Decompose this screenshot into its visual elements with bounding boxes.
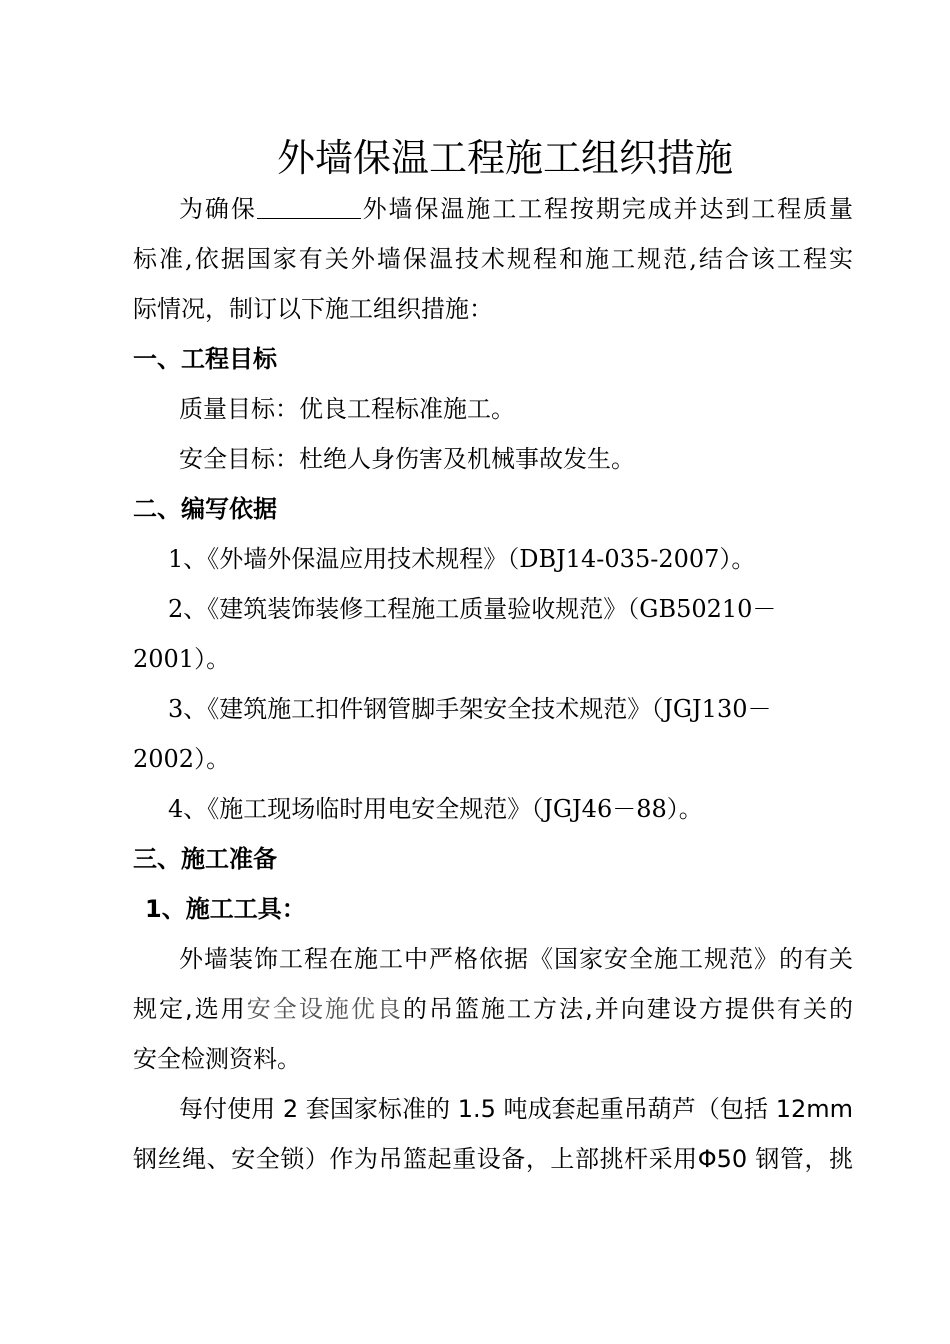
intro-line-3: 际情况，制订以下施工组织措施：	[133, 295, 493, 323]
basis-item-2: 2、《建筑装饰装修工程施工质量验收规范》（GB50210－	[168, 595, 777, 623]
intro-text: 为确保	[179, 195, 257, 223]
tools-para-line-1: 外墙装饰工程在施工中严格依据《国家安全施工规范》的有关	[179, 945, 853, 973]
blank-underline	[257, 196, 361, 219]
goal-quality: 质量目标：优良工程标准施工。	[179, 395, 515, 423]
basis-item-3: 3、《建筑施工扣件钢管脚手架安全技术规范》（JGJ130－	[168, 695, 772, 723]
para-text: 的吊篮施工方法,并向建设方提供有关的	[402, 995, 853, 1023]
para-text-highlight: 安全设施优良	[246, 995, 403, 1023]
basis-item-3-cont: 2002）。	[133, 745, 231, 773]
para-text: 规定,选用	[133, 995, 247, 1023]
goal-safety: 安全目标：杜绝人身伤害及机械事故发生。	[179, 445, 635, 473]
basis-item-4: 4、《施工现场临时用电安全规范》（JGJ46－88）。	[168, 795, 703, 823]
hoist-para-line-2: 钢丝绳、安全锁）作为吊篮起重设备，上部挑杆采用Φ50 钢管，挑	[133, 1145, 853, 1173]
section-heading-goals: 一、工程目标	[133, 345, 277, 373]
tools-para-line-2	[133, 992, 853, 1026]
intro-line-2: 标准,依据国家有关外墙保温技术规程和施工规范,结合该工程实	[133, 245, 853, 273]
basis-item-1: 1、《外墙外保温应用技术规程》（DBJ14-035-2007）。	[168, 545, 756, 573]
intro-text: 外墙保温施工工程按期完成并达到工程质量	[360, 195, 854, 223]
intro-line-1	[179, 192, 853, 226]
basis-item-2-cont: 2001）。	[133, 645, 231, 673]
tools-para-line-3: 安全检测资料。	[133, 1045, 301, 1073]
document-title: 外墙保温工程施工组织措施	[276, 136, 733, 180]
section-heading-basis: 二、编写依据	[133, 495, 277, 523]
subheading-tools: 1、施工工具：	[145, 895, 306, 923]
hoist-para-line-1: 每付使用 2 套国家标准的 1.5 吨成套起重吊葫芦（包括 12mm	[179, 1095, 853, 1123]
section-heading-prep: 三、施工准备	[133, 845, 277, 873]
